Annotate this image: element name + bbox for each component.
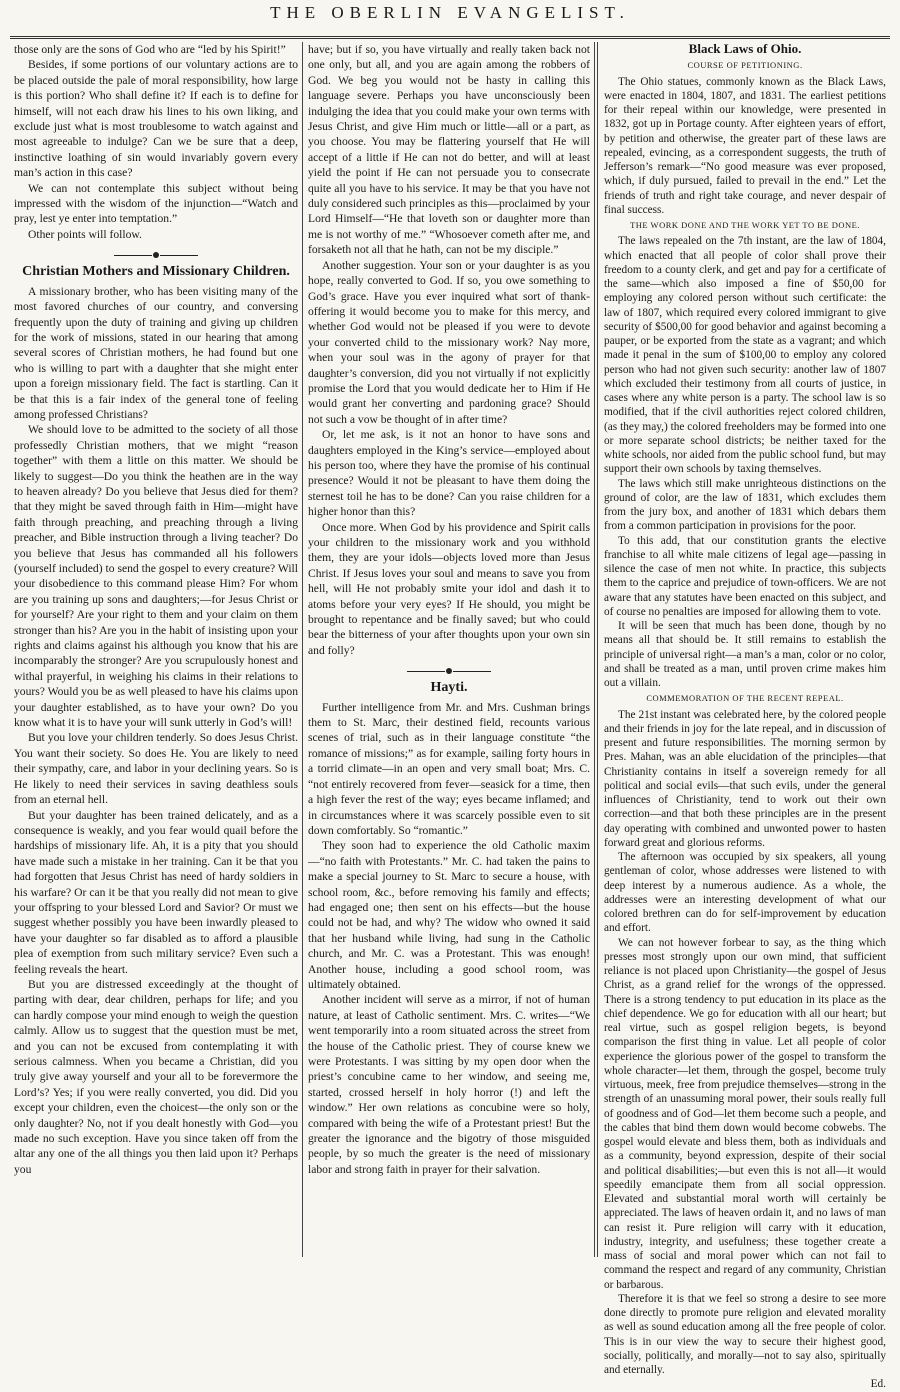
paragraph: We should love to be admitted to the society of all those professedly Christian mothers, that we might “reason together” with them a little on this matter. We should be likely to suggest—Do you think the heathen are in the way to heaven already? Do you believe that Jesus died for them? that they might be saved through faith in Him—might have faith through preaching, and preaching through a living preacher, and Bible instruction through a living teacher? Do you believe that Jesus has commanded all his followers (yourself included) to send the gospel to every creature? Will your disobedience to this command please Him? For whom are you training up sons and daughters;—for Jesus Christ or for yourself? Are your right to them and your claim on them stronger than his? Are you in the habit of insisting upon your rights and claims against his although you know that his are incomparably the stronger? Are you scrupulously honest and withal prayerful, in weighing his claims in their relations to yours? Would you be as well pleased to have his claims upon your daughter established, as to have your own? Do you know what it is to have your will sunk utterly in God’s will! [14,423,298,730]
article-heading-black-laws: Black Laws of Ohio. [688,41,802,56]
section-divider [308,668,590,674]
paragraph: Other points will follow. [28,227,142,241]
paragraph: Another incident will serve as a mirror, if not of human nature, at least of Catholic sentiment. Mrs. C. writes—“We went temporarily into a room situated across the street from the house of the Catholic priest. They of course knew we were Protestants. I was sitting by my open door when the priest’s concubine came to her window, and seeing me, started, crossed herself in holy horror (!) and left the window.” Her own relations as concubine were so holy, compared with being the wife of a Protestant priest! But the greater the ignorance and the bigotry of those misguided people, by so much the greater is the need of missionary labor and strong faith in prayer for their salvation. [308,993,590,1176]
paragraph: They soon had to experience the old Catholic maxim—“no faith with Protestants.” Mr. C. had taken the pains to make a special journey to St. Marc to secure a house, with school room, &c., before removing his family and effects; had engaged one; then sent on his effects—but the house could not be had, and why? The widow who owned it said that her husband while living, had sung in the Catholic church, and Mr. C. was a Protestant. This was enough! Another house, including a good school room, was ultimately obtained. [308,839,590,991]
subheading: COMMEMORATION OF THE RECENT REPEAL. [646,693,844,704]
editor-signature: Ed. [870,1378,886,1391]
paragraph: Once more. When God by his providence and Spirit calls your children to the missionary work and you withhold them, they are your idols—objects loved more than Jesus Christ. If Jesus loves your soul and means to save you from hell, will He not probably smite your idol and dash it to atoms before your very eyes? If He should, you might be brought to repentance and be finally saved; but who could bear the bitterness of your after thoughts upon your own sin and folly? [308,520,590,657]
paragraph: The afternoon was occupied by six speakers, all young gentleman of color, whose addresses were listened to with deep interest by a numerous audience. As a whole, the addresses were an interesting development of what our colored brethren can do for self-improvement by education and effort. [604,851,886,935]
column-rule [597,42,598,1257]
paragraph: Or, let me ask, is it not an honor to have sons and daughters employed in the King’s service—employed about his person too, where they have the promise of his continual presence? Would it not be pleasant to have them doing the sternest toil he has to be done? Can you raise children for a higher honor than this? [308,428,590,519]
paragraph: Another suggestion. Your son or your daughter is as you hope, really converted to God. If so, you owe something to God’s grace. Have you ever inquired what sort of thank-offering it would become you to make for this mercy, and whether God would not be pleased if you were to devote your converted child to the missionary work? Nay more, when your soul was in the agony of prayer for that daughter’s conversion, did you not virtually if not explicitly promise the Lord that you would dedicate her to Him if He would grant her converting and pardoning grace? Should not such a vow be thought of in after time? [308,258,590,426]
paragraph: To this add, that our constitution grants the elective franchise to all white male citizens of legal age—passing in silence the case of men not white. In practice, this subjects them to the caprice and prejudice of town-officers. We are not aware that any statutes have been enacted on this subject, and of course no penalties are imposed for allowing them to vote. [604,534,886,618]
paragraph: But your daughter has been trained delicately, and as a consequence is weakly, and you fear would quail before the hardships of missionary life. Ah, it is a pity that you should have made such a mistake in her training. Can it be that you had forgotten that Jesus Christ has need of hardy soldiers in his warfare? Or can it be that you really did not mean to give your offspring to your blessed Lord and Savior? Or must we suggest whether possibly you have been inwardly pleased to have your daughter so far disabled as to afford a plausible plea of exemption from such military service? Even such a feeling reveals the heart. [14,808,298,976]
subheading: THE WORK DONE AND THE WORK YET TO BE DONE. [630,220,860,230]
paragraph: But you are distressed exceedingly at the thought of parting with dear, dear children, perhaps for life; and you can hardly compose your mind enough to weigh the question calmly. Allow us to suggest that the question must be met, and you can not be excused from contemplating it with serious calmness. When you became a Christian, did you truly give away yourself and your all to be forevermore the Lord’s? Yes; if you were really converted, you did. Did you except your children, even the choicest—the only son or the only daughter? No, not if you dealt honestly with God—you made no such exception. Have you since taken off from the altar any one of the all things you then laid upon it? Perhaps you [14,977,298,1176]
column-rule [594,42,595,1257]
paragraph: The 21st instant was celebrated here, by the colored people and their friends in joy for the late repeal, and in discussion of present and future responsibilities. The morning sermon by Pres. Mahan, was an able elucidation of the principles—that Christianity contains in itself a sovereign remedy for all political and social evils—that such evils, under the general influences of Christianity, tend to work out their own correction—and that both these principles are in the present day operating with combined and unwonted power to hasten forward great and glorious reforms. [604,708,886,849]
paragraph: The laws which still make unrighteous distinctions on the ground of color, are the law of 1831, which excludes them from the jury box, and another of 1831 which debars them from a common participation in provisions for the poor. [604,477,886,533]
paragraph: Therefore it is that we feel so strong a desire to see more done directly to promote pure religion and elevated morality as well as sound education among all the free people of color. This is in our view the way to secure their highest good, socially, politically, and morally—not to say also, spiritually and eternally. [604,1292,886,1376]
paragraph: We can not contemplate this subject without being impressed with the wisdom of the injunction—“Watch and pray, lest ye enter into temptation.” [14,181,298,226]
paragraph: But you love your children tenderly. So does Jesus Christ. You want their society. So does He. You are likely to need their sympathy, care, and labor in your declining years. So is He likely to need their services in saving deathless souls from an eternal hell. [14,731,298,807]
paragraph: We can not however forbear to say, as the thing which presses most strongly upon our own mind, that sufficient reliance is not placed upon Christianity—the gospel of Jesus Christ, as a grand relief for the wrongs of the oppressed. There is a strong tendency to put education in its place as the chief dependence. We go for education with all our heart; but real virtue, such as gospel religion begets, is beyond comparison the first thing in value. Let all people of color experience the glorious power of the gospel to transform the whole character—let them, through the gospel, become truly virtuous, meek, free from prejudice themselves—strong in the strength of an unassuming moral power, their souls really full of goodness and of God—let them become such a people, and the cables that bind them down would become cobwebs. The gospel would elevate and bless them, both as individuals and as a community, beyond expression, despite of their social and political disabilities;—but even this is not all—it would speedily emancipate them from all social oppression. Elevated and substantial moral worth will certainly be appreciated. The laws of heaven ordain it, and no laws of man can resist it. Pure religion will carry with it education, industry, integrity, and usefulness; these together create a mass of social and moral power which can not fail to command the respect and regard of any community, Christian or barbarous. [604,936,886,1291]
masthead-rule [10,36,890,37]
paragraph: Besides, if some portions of our voluntary actions are to be placed outside the pale of moral responsibility, how large is this portion? Who shall define it? If each is to define for himself, will not each draw his lines to his own liking, and exclude just what is most troublesome to watch against and most agreeable to indulge? Can we be sure that a deep, instinctive loathing of sin would invariably govern every man’s action in this case? [14,58,298,180]
paragraph: A missionary brother, who has been visiting many of the most favored churches of our country, and conversing frequently upon the duty of training and giving up children for the work of missions, stated in our hearing that among several scores of Christian mothers, he had found but one who is willing to part with a daughter that she might enter upon a foreign missionary field. The fact is startling. Can it be that this is a fair index of the general tone of feeling among professed Christians? [14,284,298,421]
paragraph: those only are the sons of God who are “led by his Spirit!” [14,43,286,56]
subheading: COURSE OF PETITIONING. [687,60,803,71]
column-rule [302,42,303,1257]
paragraph: The Ohio statues, commonly known as the Black Laws, were enacted in 1804, 1807, and 1831. The earliest petitions for their repeal within our knowledge, were presented in 1832, got up in Portage county. After eighteen years of effort, by petition and otherwise, the greater part of these laws are repealed, evincing, as a correspondent suggests, the truth of Jefferson’s remark—“No good measure was ever proposed, which, if duly pursued, failed to prevail in the end.” Let the friends of truth and right take courage, and never despair of final success. [604,75,886,216]
masthead-rule-double [10,38,890,39]
paragraph: have; but if so, you have virtually and really taken back not one only, but all, and you are again among the robbers of God. We beg you would not be hasty in calling this language severe. Perhaps you have unconsciously been indulging the idea that you could make your own terms with Jesus Christ, and give Him much or little—all or a part, as you choose. You may be flattering yourself that He will accept of a little if He can not do better, and will at least yield the point if He can not persuade you to consecrate quite all you have to his service. It may be that you have not duly considered such principles as this—proclaimed by your Lord Himself—“He that loveth son or daughter more than me is not worthy of me.” “Whosoever cometh after me, and forsaketh not all that he hath, can not be my disciple.” [308,43,590,257]
paragraph: Further intelligence from Mr. and Mrs. Cushman brings them to St. Marc, their destined field, recounts various scenes of trial, such as in their language constitute “the romance of missions;” as for example, sailing forty hours in a torrid climate—in an open and very small boat; Mrs. C. “not entirely recovered from fever—seasick for a time, then a high fever the rest of the way; eyes became inflamed; and in circumstances where it was scarcely possible even to sit down comfortably. So “romantic.” [308,700,590,837]
column-1 [14,42,298,1257]
article-heading-hayti: Hayti. [430,680,468,696]
column-2 [308,42,590,1257]
column-3 [604,41,886,1391]
masthead: THE OBERLIN EVANGELIST. [270,3,630,22]
paragraph: The laws repealed on the 7th instant, are the law of 1804, which enacted that all people of color shall prove their freedom to a county clerk, and get and pay for a certificate of the same—which also imposed a fine of $50,00 for employing any colored person without such certificate: the law of 1807, which required every colored immigrant to give security of $500,00 for good behavior and against becoming a pauper, or be exported from the state as a vagrant; and which made it penal in the sum of $100,00 to employ any colored person who had not given such security: another law of 1807 which excluded their testimony from all courts of justice, in cases where any white person is a party. The school law is so modified, that if the civil authorities reject colored children, (as they may,) the colored freeholders may be formed into one or more separate school districts; be neither taxed for the white schools, nor aided from the public school fund, but may support their own schools by taxing themselves. [604,235,886,476]
article-heading-christian-mothers: Christian Mothers and Missionary Children. [22,264,290,280]
section-divider [14,252,298,258]
paragraph: It will be seen that much has been done, though by no means all that should be. It still remains to establish the principle of universal right—a man’s a man, color or no color, and shall be treated as a man, until proven crime makes him out a villain. [604,620,886,689]
